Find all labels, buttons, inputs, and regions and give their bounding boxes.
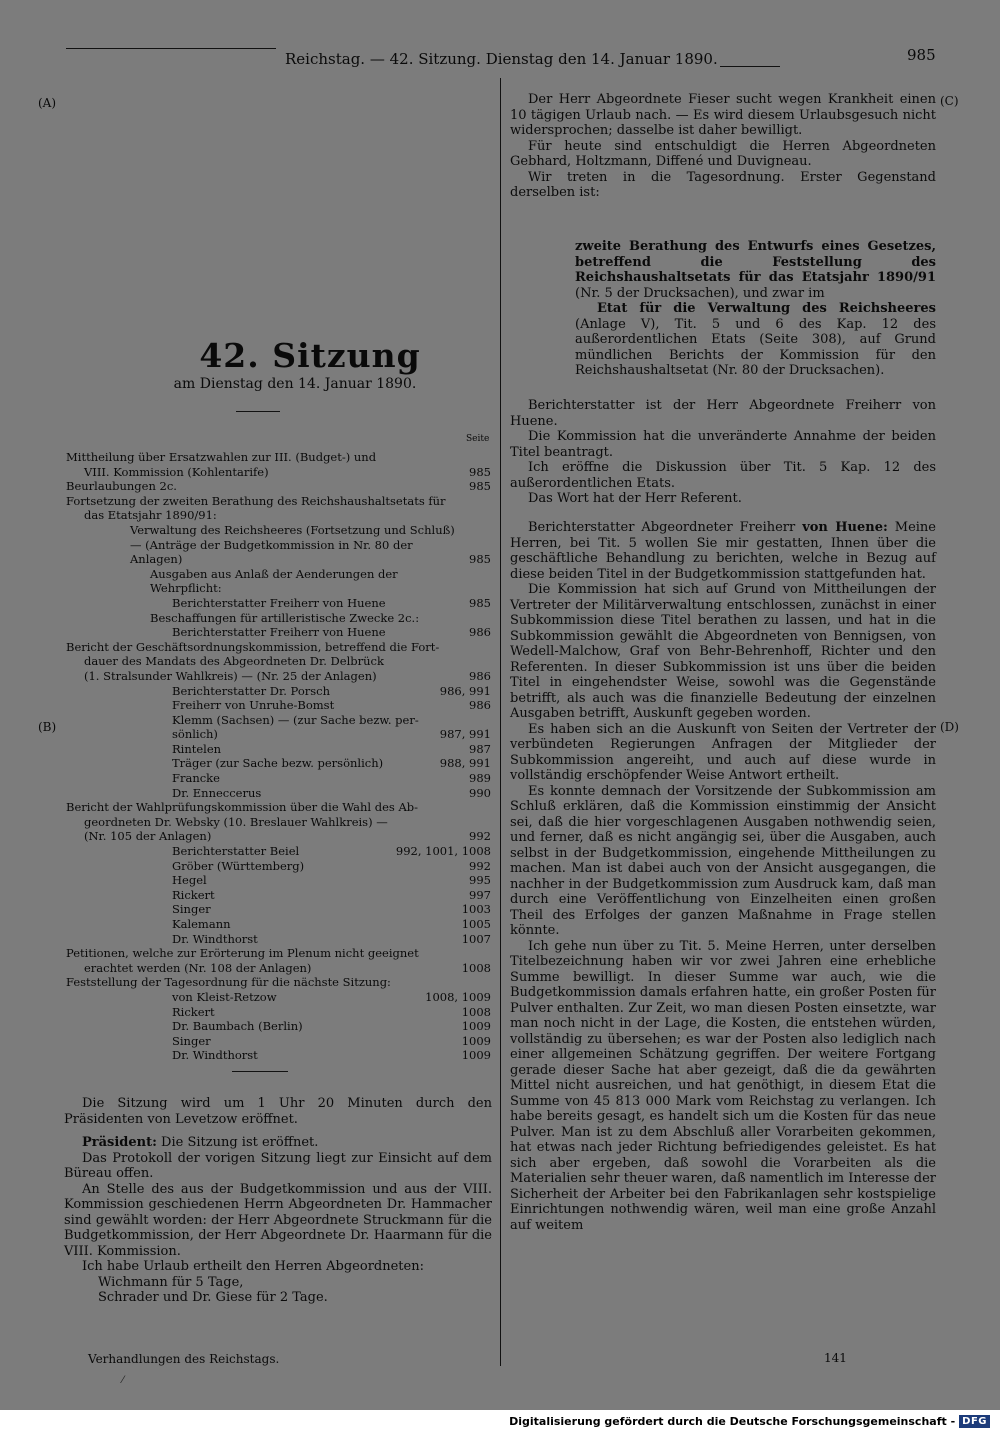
toc-entry <box>66 465 491 480</box>
column-divider <box>500 78 501 1366</box>
toc-entry <box>66 829 491 844</box>
toc-entry-page: 986 <box>469 698 491 713</box>
toc-entry-text: von Kleist-Retzow <box>172 989 277 1004</box>
paragraph: Berichterstatter ist der Herr Abgeordnete Freiherr von Huene. <box>510 398 936 429</box>
toc-entry <box>66 523 491 538</box>
toc-entry-text: Kalemann <box>172 917 231 931</box>
toc-entry <box>66 873 491 888</box>
separator-rule <box>236 411 280 412</box>
toc-entry-text: Bericht der Wahlprüfungskommission über die Wahl des Ab- <box>66 800 419 815</box>
paragraph: Die Kommission hat sich auf Grund von Mittheilungen der Vertreter der Militärverwaltung entschlossen, zunächst in einer Subkommission diese Titel berathen zu lassen, und hat in die Subkommission gewählt die Abgeordneten von Bennigsen, von Wedell-Malchow, Graf von Behr-Behrenhoff, Richter und den Referenten. In dieser Subkommission ist uns über die beiden Titel in eingehendster Weise, sowohl was die Gegenstände betrifft, als auch was die finanzielle Bedeutung der einzelnen Ausgaben betrifft, Auskunft gegeben worden. <box>510 582 936 721</box>
table-of-contents <box>66 450 491 1063</box>
toc-entry-page: 989 <box>469 771 491 786</box>
paragraph: Es haben sich an die Auskunft von Seiten der Vertreter der verbündeten Regierungen Anfragen der Mitglieder der Subkommission angereiht, und auch auf diese wurde in vollständig erschöpfender Weise Antwort ertheilt. <box>510 721 936 783</box>
toc-entry <box>66 494 491 509</box>
paragraph: Schrader und Dr. Giese für 2 Tage. <box>98 1290 328 1305</box>
toc-entry <box>66 684 491 699</box>
toc-entry-page: 995 <box>469 873 491 888</box>
president-label: Präsident: <box>82 1135 157 1150</box>
separator-rule <box>232 1071 288 1072</box>
toc-entry <box>66 800 491 815</box>
header-rule-right <box>720 66 780 67</box>
toc-entry-text: sönlich) <box>172 727 218 742</box>
toc-entry-text: Dr. Baumbach (Berlin) <box>172 1019 303 1034</box>
toc-entry <box>66 815 491 830</box>
toc-entry-page: 997 <box>469 887 491 902</box>
paragraph: Die Sitzung wird um 1 Uhr 20 Minuten durch den Präsidenten von Levetzow eröffnet. <box>64 1096 492 1127</box>
toc-entry-text: Feststellung der Tagesordnung für die nächste Sitzung: <box>66 975 391 990</box>
paragraph: Ich eröffne die Diskussion über Tit. 5 Kap. 12 des außerordentlichen Etats. <box>510 460 936 491</box>
toc-entry-text: Klemm (Sachsen) — (zur Sache bezw. per- <box>172 712 419 727</box>
toc-entry-page: 985 <box>469 464 491 479</box>
toc-entry <box>66 596 491 611</box>
paragraph <box>510 520 936 582</box>
toc-entry-page: 1009 <box>461 1019 491 1034</box>
margin-mark-b: (B) <box>38 720 57 734</box>
digitization-footer <box>0 1410 1000 1432</box>
toc-entry-page: 985 <box>469 479 491 494</box>
toc-entry-page: 1008, 1009 <box>425 989 491 1004</box>
pen-mark: ⁄ <box>122 1375 124 1386</box>
toc-entry <box>66 567 491 582</box>
toc-entry-text: Rickert <box>172 1004 215 1019</box>
agenda-paragraph <box>575 239 936 301</box>
toc-entry-text: Rintelen <box>172 741 222 756</box>
toc-entry-page: 1008 <box>461 960 491 975</box>
toc-entry-text: — (Anträge der Budgetkommission in Nr. 80 der <box>130 537 413 552</box>
toc-entry <box>66 698 491 713</box>
toc-entry <box>66 902 491 917</box>
toc-entry-page: 985 <box>469 552 491 567</box>
dfg-logo: DFG <box>959 1415 990 1428</box>
toc-entry <box>66 975 491 990</box>
toc-entry <box>66 1019 491 1034</box>
toc-entry-page: 987, 991 <box>439 727 491 742</box>
toc-entry-page: 986 <box>469 625 491 640</box>
toc-entry-page: 988, 991 <box>439 756 491 771</box>
toc-entry-page: 986, 991 <box>439 683 491 698</box>
toc-entry <box>66 552 491 567</box>
toc-entry <box>66 844 491 859</box>
toc-entry-text: dauer des Mandats des Abgeordneten Dr. Delbrück <box>84 654 384 669</box>
toc-entry-text: Gröber (Württemberg) <box>172 858 305 873</box>
toc-entry <box>66 932 491 947</box>
speech-text: Meine Herren, bei Tit. 5 wollen Sie mir gestatten, Ihnen über die geschäftliche Behandlung zu berichten, welche in Bezug auf diese beiden Titel in der Budgetkommission stattgefunden hat. <box>510 520 936 582</box>
toc-entry-page: 1007 <box>461 931 491 946</box>
toc-entry <box>66 1034 491 1049</box>
toc-entry-text: Beurlaubungen 2c. <box>66 479 177 494</box>
toc-entry <box>66 479 491 494</box>
speaker-intro: Berichterstatter Abgeordneter Freiherr <box>528 520 803 535</box>
toc-entry <box>66 786 491 801</box>
agenda-bold-text: Etat für die Verwaltung des Reichsheeres <box>597 301 936 316</box>
toc-entry <box>66 946 491 961</box>
speaker-name: von Huene: <box>802 520 888 535</box>
toc-entry-text: Verwaltung des Reichsheeres (Fortsetzung und Schluß) <box>130 522 455 537</box>
toc-entry <box>66 669 491 684</box>
right-body-top <box>510 92 936 201</box>
toc-entry-page: 1009 <box>461 1033 491 1048</box>
toc-entry-page: 992 <box>469 858 491 873</box>
running-header: Reichstag. — 42. Sitzung. Dienstag den 14. Januar 1890. <box>285 50 718 68</box>
toc-entry-text: Dr. Enneccerus <box>172 785 262 800</box>
toc-entry-text: das Etatsjahr 1890/91: <box>84 508 217 523</box>
toc-entry <box>66 450 491 465</box>
paragraph: Der Herr Abgeordnete Fieser sucht wegen Krankheit einen 10 tägigen Urlaub nach. — Es wird diesem Urlaubsgesuch nicht widersprochen; dasselbe ist daher bewilligt. <box>510 92 936 138</box>
toc-entry-text: Wehrpflicht: <box>150 581 222 596</box>
toc-entry <box>66 1005 491 1020</box>
toc-entry-text: (Nr. 105 der Anlagen) <box>84 829 212 844</box>
toc-entry-text: Hegel <box>172 873 207 888</box>
toc-entry <box>66 625 491 640</box>
toc-entry <box>66 756 491 771</box>
toc-entry <box>66 742 491 757</box>
paragraph: Wichmann für 5 Tage, <box>98 1274 244 1290</box>
toc-entry-text: erachtet werden (Nr. 108 der Anlagen) <box>84 960 312 975</box>
toc-entry <box>66 581 491 596</box>
toc-entry-text: Bericht der Geschäftsordnungskommission, betreffend die Fort- <box>66 639 440 654</box>
toc-entry <box>66 640 491 655</box>
toc-entry-page: 985 <box>469 595 491 610</box>
margin-mark-a: (A) <box>38 96 57 110</box>
agenda-paragraph <box>575 301 936 379</box>
toc-entry-text: Francke <box>172 771 220 786</box>
toc-entry <box>66 611 491 626</box>
toc-entry-text: Beschaffungen für artilleristische Zwecke 2c.: <box>150 610 420 625</box>
paragraph: Wir treten in die Tagesordnung. Erster Gegenstand derselben ist: <box>510 169 936 200</box>
margin-mark-d: (D) <box>940 720 959 734</box>
right-body-speech <box>510 520 936 1233</box>
toc-entry-text: Freiherr von Unruhe-Bomst <box>172 698 335 713</box>
paragraph: Ich habe Urlaub ertheilt den Herren Abgeordneten: <box>82 1259 424 1274</box>
toc-entry-text: Dr. Windthorst <box>172 1048 258 1063</box>
toc-entry-page: 986 <box>469 668 491 683</box>
toc-entry-page: 1009 <box>461 1048 491 1063</box>
toc-entry-page: 990 <box>469 785 491 800</box>
paragraph-text: Die Sitzung ist eröffnet. <box>156 1135 319 1150</box>
agenda-item <box>575 239 936 379</box>
toc-entry-text: Singer <box>172 1033 211 1048</box>
toc-entry <box>66 859 491 874</box>
session-date: am Dienstag den 14. Januar 1890. <box>173 376 417 392</box>
toc-entry <box>66 727 491 742</box>
session-title: 42. Sitzung <box>199 336 421 375</box>
paragraph: Für heute sind entschuldigt die Herren Abgeordneten Gebhard, Holtzmann, Diffené und Duvigneau. <box>510 138 936 169</box>
toc-entry-text: Fortsetzung der zweiten Berathung des Reichshaushaltsetats für <box>66 493 446 508</box>
toc-entry <box>66 508 491 523</box>
paragraph: Es konnte demnach der Vorsitzende der Subkommission am Schluß erklären, daß die Kommission einstimmig der Ansicht sei, daß die hier vorgeschlagenen Ausgaben nothwendig seien, und ferner, daß es nicht angängig sei, über die Ausgaben, auch selbst in der Budgetkommission, eingehende Mittheilungen zu machen. Man ist dabei auch von der Ansicht ausgegangen, die nachher in der Budgetkommission zum Ausdruck kam, daß man durch eine Veröffentlichung von Einzelheiten einen großen Theil des Erfolges der ganzen Maßnahme in Frage stellen könnte. <box>510 783 936 938</box>
toc-entry-text: Rickert <box>172 887 215 902</box>
toc-entry-text: Berichterstatter Dr. Porsch <box>172 683 330 698</box>
right-body-mid <box>510 398 936 507</box>
toc-entry-text: Berichterstatter Freiherr von Huene <box>172 625 386 640</box>
publication-footer: Verhandlungen des Reichstags. <box>88 1352 280 1366</box>
toc-entry <box>66 917 491 932</box>
toc-entry <box>66 771 491 786</box>
toc-entry-page: 1003 <box>461 902 491 917</box>
margin-mark-c: (C) <box>940 94 959 108</box>
toc-entry-text: Berichterstatter Freiherr von Huene <box>172 595 386 610</box>
toc-entry-text: Petitionen, welche zur Erörterung im Plenum nicht geeignet <box>66 946 419 961</box>
toc-entry <box>66 990 491 1005</box>
toc-entry <box>66 888 491 903</box>
toc-entry-text: geordneten Dr. Websky (10. Breslauer Wahlkreis) — <box>84 814 388 829</box>
paragraph: An Stelle des aus der Budgetkommission und aus der VIII. Kommission geschiedenen Herrn Abgeordneten Dr. Hammacher sind gewählt worden: der Herr Abgeordnete Struckmann für die Budgetkommission, der Herr Abgeordnete Dr. Haarmann für die VIII. Kommission. <box>64 1181 492 1259</box>
paragraph: Das Protokoll der vorigen Sitzung liegt zur Einsicht auf dem Büreau offen. <box>64 1150 492 1181</box>
toc-entry-page: 1008 <box>461 1004 491 1019</box>
toc-entry <box>66 538 491 553</box>
toc-entry-text: Singer <box>172 902 211 917</box>
toc-column-label: Seite <box>466 434 490 444</box>
toc-entry-text: Ausgaben aus Anlaß der Aenderungen der <box>150 566 398 581</box>
toc-entry-text: (1. Stralsunder Wahlkreis) — (Nr. 25 der Anlagen) <box>84 668 377 683</box>
toc-entry <box>66 654 491 669</box>
digitization-note: Digitalisierung gefördert durch die Deutsche Forschungsgemeinschaft - <box>509 1414 956 1428</box>
paragraph <box>64 1135 492 1151</box>
toc-entry <box>66 1048 491 1063</box>
agenda-bold-text: zweite Berathung des Entwurfs eines Gesetzes, betreffend die Feststellung des Reichshaushaltsetats für das Etatsjahr 1890/91 <box>575 239 936 285</box>
toc-entry <box>66 961 491 976</box>
paragraph: Ich gehe nun über zu Tit. 5. Meine Herren, unter derselben Titelbezeichnung haben wir vor zwei Jahren eine erhebliche Summe bewilligt. In dieser Summe war auch, wie die Budgetkommission damals erfahren hatte, ein großer Posten für Pulver enthalten. Zur Zeit, wo man diesen Posten einsetzte, war man noch nicht in der Lage, die Kosten, die entstehen würden, vollständig zu übersehen; es war der Posten also lediglich nach einer allgemeinen Schätzung gegriffen. Der weitere Fortgang gerade dieser Sache hat aber gezeigt, daß die da gewährten Mittel nicht ausreichen, und hat genöthigt, in diesem Etat die Summe von 45 813 000 Mark vom Reichstag zu verlangen. Ich habe bereits gesagt, es handelt sich um die Kosten für das neue Pulver. Man ist zu dem Abschluß aller Vorarbeiten gekommen, hat etwas nach jeder Richtung befriedigendes geleistet. Es hat sich aber ergeben, daß sowohl die Vorarbeiten als die Materialien sehr theuer waren, daß namentlich im Interesse der Sicherheit der Arbeiter bei den Fabrikanlagen sehr kostspielige Einrichtungen nothwendig wären, weil man eine große Anzahl auf weitem <box>510 938 936 1233</box>
page-number: 985 <box>907 46 936 64</box>
toc-entry-page: 992 <box>469 829 491 844</box>
toc-entry-page: 992, 1001, 1008 <box>395 844 491 859</box>
toc-entry <box>66 713 491 728</box>
toc-entry-text: VIII. Kommission (Kohlentarife) <box>84 464 269 479</box>
signature-number: 141 <box>824 1351 847 1365</box>
left-body-text <box>64 1096 492 1306</box>
agenda-text: (Anlage V), Tit. 5 und 6 des Kap. 12 des außerordentlichen Etats (Seite 308), auf Grund mündlichen Berichts der Kommission für den Reichshaushaltsetat (Nr. 80 der Drucksachen). <box>575 316 936 378</box>
toc-entry-text: Anlagen) <box>130 552 183 567</box>
agenda-text: (Nr. 5 der Drucksachen), und zwar im <box>575 285 825 301</box>
toc-entry-text: Mittheilung über Ersatzwahlen zur III. (Budget-) und <box>66 450 377 464</box>
toc-entry-page: 987 <box>469 741 491 756</box>
paragraph: Die Kommission hat die unveränderte Annahme der beiden Titel beantragt. <box>510 429 936 460</box>
toc-entry-page: 1005 <box>461 917 491 931</box>
paragraph: Das Wort hat der Herr Referent. <box>528 491 742 506</box>
toc-entry-text: Träger (zur Sache bezw. persönlich) <box>172 756 384 771</box>
toc-entry-text: Dr. Windthorst <box>172 931 258 946</box>
header-rule-left <box>66 48 276 49</box>
toc-entry-text: Berichterstatter Beiel <box>172 844 300 859</box>
